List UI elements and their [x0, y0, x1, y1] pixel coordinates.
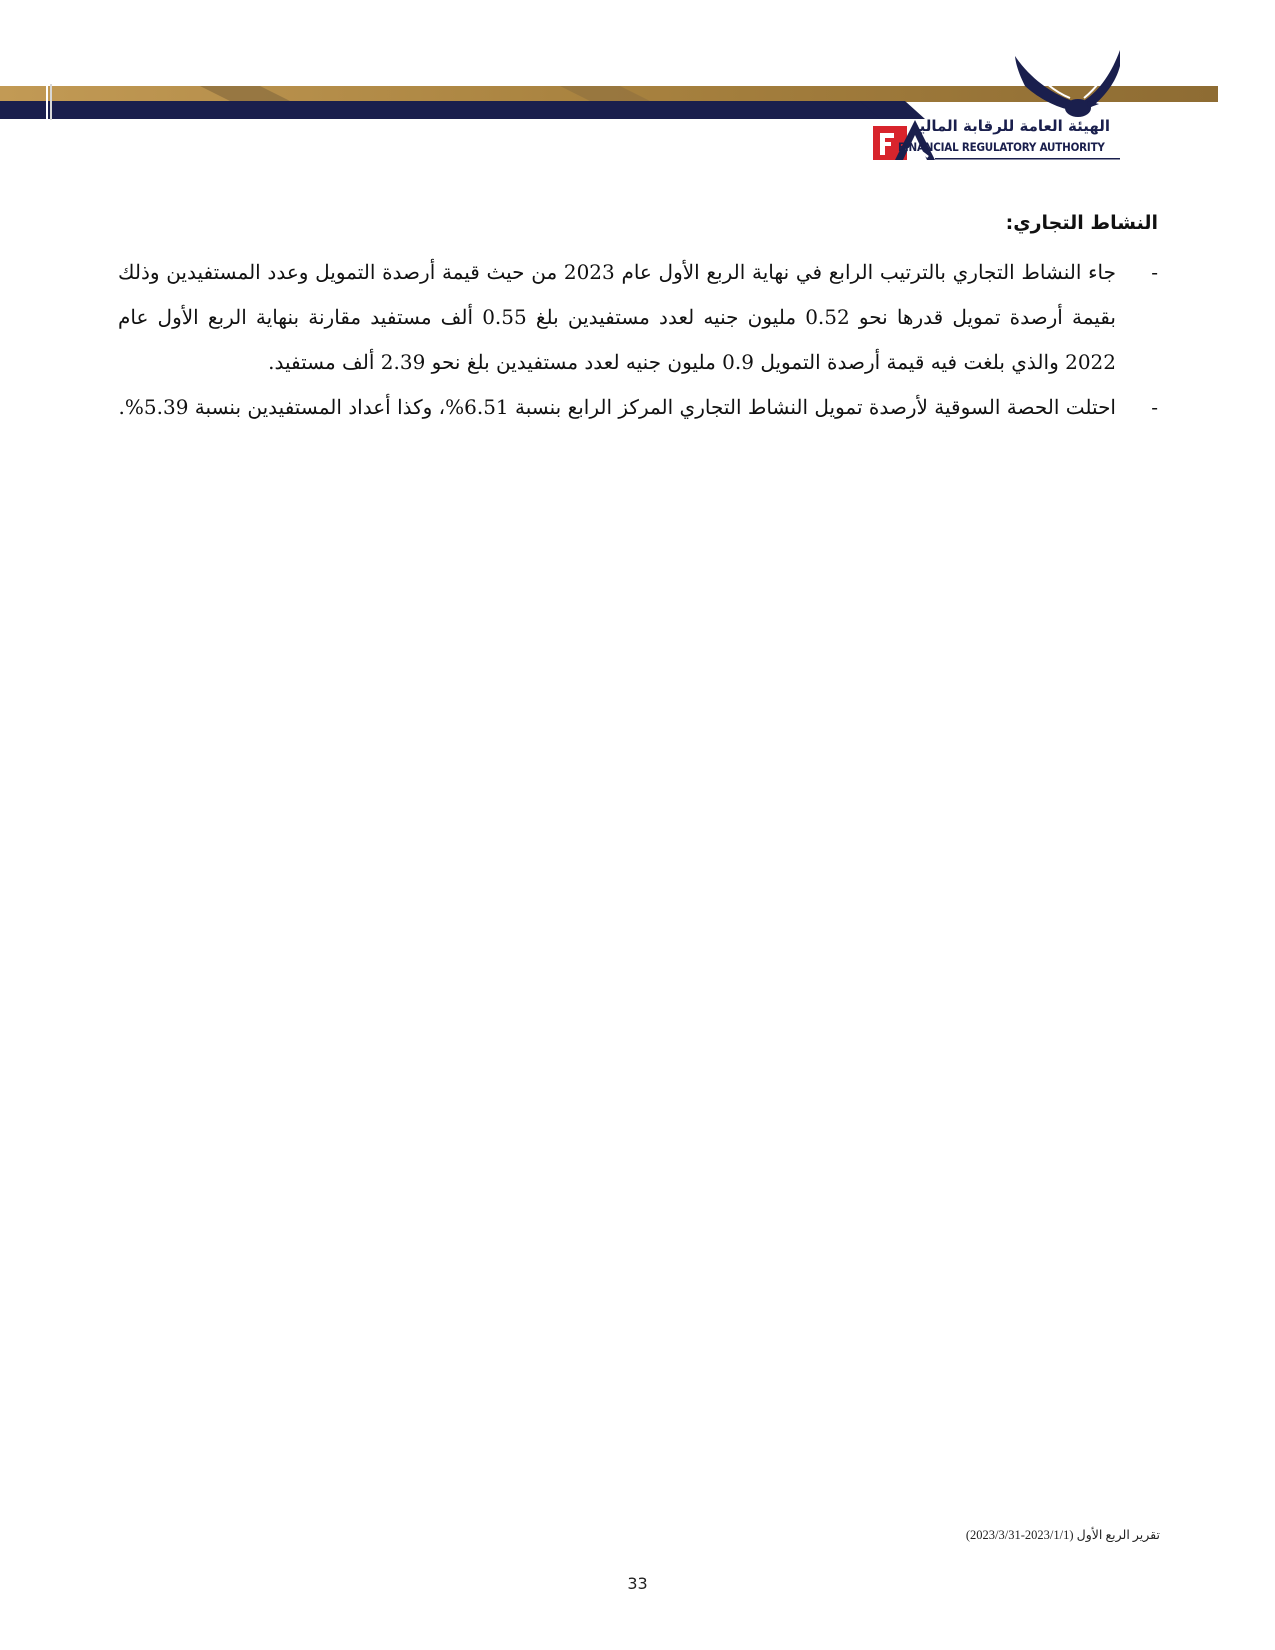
list-item	[118, 250, 1158, 385]
eagle-icon	[1015, 50, 1120, 117]
report-period-label: تقرير الربع الأول (2023/1/1-2023/3/31)	[965, 1528, 1160, 1542]
bullet-text: جاء النشاط التجاري بالترتيب الرابع في نهاية الربع الأول عام 2023 من حيث قيمة أرصدة التمويل وعدد المستفيدين وذلك بقيمة أرصدة تمويل قدرها نحو 0.52 مليون جنيه لعدد مستفيدين بلغ 0.55 ألف مستفيد مقارنة بنهاية الربع الأول عام 2022 والذي بلغت فيه قيمة أرصدة التمويل 0.9 مليون جنيه لعدد مستفيدين بلغ نحو 2.39 ألف مستفيد.	[118, 260, 1116, 374]
navy-stripe	[0, 101, 905, 119]
bullet-text: احتلت الحصة السوقية لأرصدة تمويل النشاط التجاري المركز الرابع بنسبة 6.51%، وكذا أعداد المستفيدين بنسبة 5.39%.	[118, 395, 1116, 419]
section-heading: النشاط التجاري:	[1005, 212, 1158, 234]
logo-arabic-text: الهيئة العامة للرقابة المالية	[910, 117, 1110, 135]
bullet-list	[118, 250, 1158, 430]
bullet-marker: -	[1151, 260, 1158, 284]
header-banner	[0, 0, 1275, 190]
header-stripes	[0, 0, 1275, 190]
bullet-marker: -	[1151, 395, 1158, 419]
main-content	[118, 200, 1158, 430]
logo-english-text: FINANCIAL REGULATORY AUTHORITY	[898, 140, 1105, 154]
list-item	[118, 385, 1158, 430]
page-number: 33	[627, 1574, 648, 1593]
